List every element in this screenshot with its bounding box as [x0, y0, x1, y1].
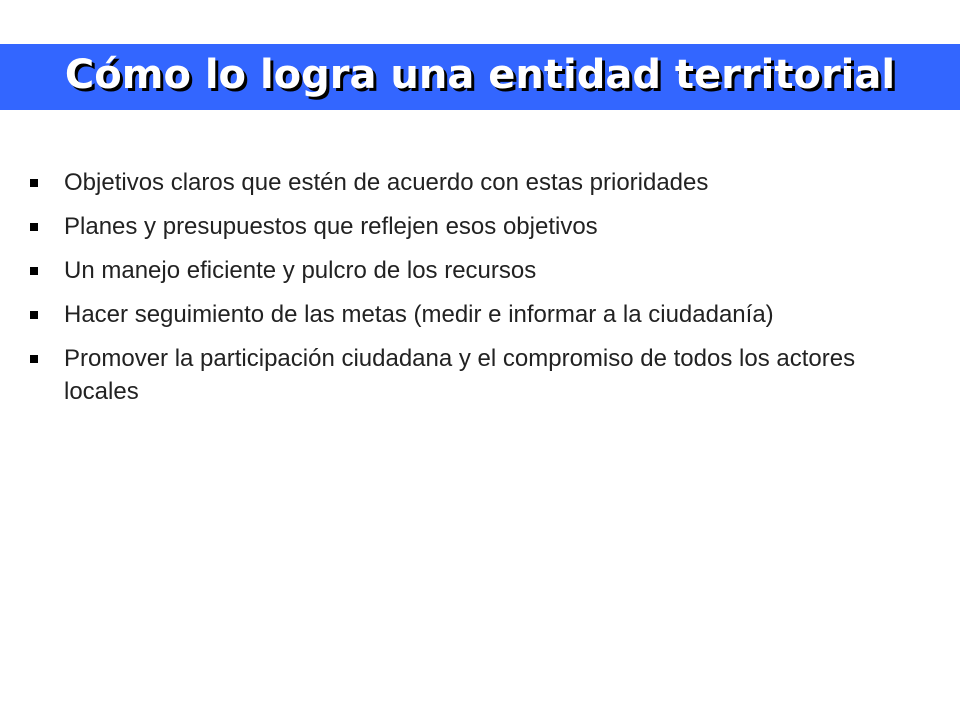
- bullet-item: [30, 342, 910, 408]
- bullet-text: Objetivos claros que estén de acuerdo con estas prioridades: [64, 169, 709, 196]
- bullet-text: Promover la participación ciudadana y el compromiso de todos los actores locales: [64, 345, 856, 405]
- bullet-item: [30, 210, 910, 243]
- bullet-item: [30, 166, 910, 199]
- bullet-item: [30, 298, 910, 331]
- square-bullet-icon: [30, 179, 38, 187]
- square-bullet-icon: [30, 355, 38, 363]
- bullet-item: [30, 254, 910, 287]
- bullet-text: Planes y presupuestos que reflejen esos objetivos: [64, 213, 598, 240]
- title-bar: [0, 44, 960, 110]
- bullet-text: Hacer seguimiento de las metas (medir e informar a la ciudadanía): [64, 301, 774, 328]
- slide-title: Cómo lo logra una entidad territorial: [64, 52, 896, 98]
- square-bullet-icon: [30, 267, 38, 275]
- bullet-text: Un manejo eficiente y pulcro de los recursos: [64, 257, 537, 284]
- bullet-list: [30, 166, 910, 419]
- square-bullet-icon: [30, 223, 38, 231]
- square-bullet-icon: [30, 311, 38, 319]
